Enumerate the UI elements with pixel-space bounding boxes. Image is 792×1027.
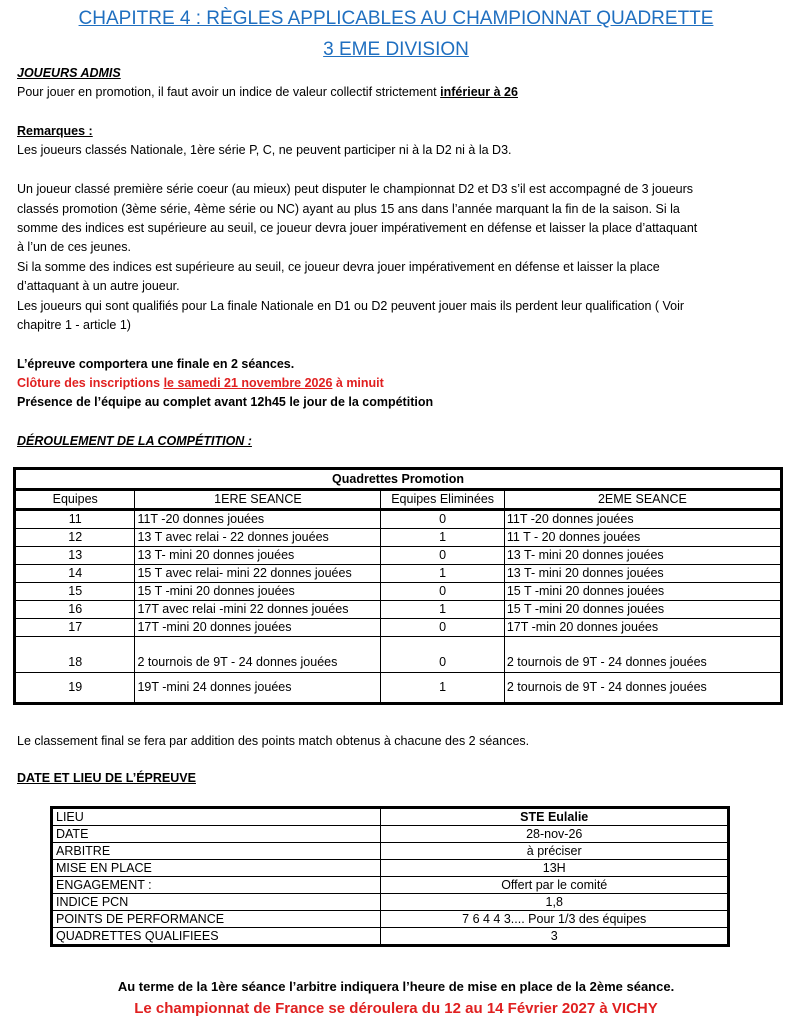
info-row xyxy=(52,808,729,826)
cell-equipes: 17 xyxy=(15,619,135,637)
page-subtitle: 3 EME DIVISION xyxy=(323,39,469,60)
info-row xyxy=(52,911,729,928)
final-note: Au terme de la 1ère séance l’arbitre indiquera l’heure de mise en place de la 2ème séance. xyxy=(117,979,675,994)
col-header-equipes: Equipes xyxy=(15,490,135,510)
cell-seance1: 17T -mini 20 donnes jouées xyxy=(135,619,381,637)
info-label: MISE EN PLACE xyxy=(52,860,381,877)
info-value: 28-nov-26 xyxy=(381,826,729,843)
table-row xyxy=(15,601,782,619)
cell-equipes: 13 xyxy=(15,547,135,565)
info-row xyxy=(52,843,729,860)
cell-equipes: 19 xyxy=(15,673,135,704)
cell-equipes: 18 xyxy=(15,637,135,673)
cell-seance2: 13 T- mini 20 donnes jouées xyxy=(504,565,781,583)
cell-eliminees: 0 xyxy=(381,510,504,529)
paragraph-line: Un joueur classé première série coeur (au mieux) peut disputer le championnat D2 et D3 s’il est accompagné de 3 joueurs xyxy=(17,182,694,196)
table-row xyxy=(15,547,782,565)
info-label: POINTS DE PERFORMANCE xyxy=(52,911,381,928)
page-title: CHAPITRE 4 : RÈGLES APPLICABLES AU CHAMPIONNAT QUADRETTE xyxy=(78,8,714,29)
cell-equipes: 12 xyxy=(15,529,135,547)
info-row xyxy=(52,894,729,911)
cell-equipes: 11 xyxy=(15,510,135,529)
info-row xyxy=(52,860,729,877)
table-row xyxy=(15,510,782,529)
cell-eliminees: 1 xyxy=(381,565,504,583)
paragraph-line: Les joueurs qui sont qualifiés pour La finale Nationale en D1 ou D2 peuvent jouer mais ils perdent leur qualification ( Voir xyxy=(17,299,685,313)
cell-eliminees: 0 xyxy=(381,619,504,637)
cell-eliminees: 1 xyxy=(381,673,504,704)
cell-seance2: 11 T - 20 donnes jouées xyxy=(504,529,781,547)
cell-equipes: 14 xyxy=(15,565,135,583)
col-header-seance1: 1ERE SEANCE xyxy=(135,490,381,510)
cloture-date: le samedi 21 novembre 2026 xyxy=(163,376,333,390)
info-table xyxy=(50,806,730,947)
info-value: 1,8 xyxy=(381,894,729,911)
cell-seance2: 2 tournois de 9T - 24 donnes jouées xyxy=(504,673,781,704)
info-label: ENGAGEMENT : xyxy=(52,877,381,894)
info-value: 13H xyxy=(381,860,729,877)
table-row xyxy=(15,565,782,583)
cell-seance1: 15 T -mini 20 donnes jouées xyxy=(135,583,381,601)
joueurs-text: Pour jouer en promotion, il faut avoir un indice de valeur collectif strictement inférieur à 26 xyxy=(17,85,518,99)
table-row xyxy=(15,529,782,547)
table-row xyxy=(15,583,782,601)
info-label: LIEU xyxy=(52,808,381,826)
paragraph-line: à l’un de ces jeunes. xyxy=(17,240,131,254)
remarques-text: Les joueurs classés Nationale, 1ère série P, C, ne peuvent participer ni à la D2 ni à la D3. xyxy=(17,143,512,157)
paragraph-line: chapitre 1 - article 1) xyxy=(17,318,131,332)
cell-seance1: 13 T- mini 20 donnes jouées xyxy=(135,547,381,565)
cell-seance2: 15 T -mini 20 donnes jouées xyxy=(504,601,781,619)
info-value: 3 xyxy=(381,928,729,946)
col-header-eliminees: Equipes Eliminées xyxy=(381,490,504,510)
table-caption: Quadrettes Promotion xyxy=(15,469,782,490)
info-value: Offert par le comité xyxy=(381,877,729,894)
cell-seance1: 11T -20 donnes jouées xyxy=(135,510,381,529)
paragraph-line: d’attaquant à un autre joueur. xyxy=(17,279,180,293)
cell-eliminees: 0 xyxy=(381,583,504,601)
info-row xyxy=(52,928,729,946)
paragraph-line: classés promotion (3ème série, 4ème série ou NC) ayant au plus 15 ans dans l’année marquant la fin de la saison. Si la xyxy=(17,202,680,216)
info-value: 7 6 4 4 3.... Pour 1/3 des équipes xyxy=(381,911,729,928)
championnat-note: Le championnat de France se déroulera du 12 au 14 Février 2027 à VICHY xyxy=(134,1000,658,1017)
cell-seance2: 15 T -mini 20 donnes jouées xyxy=(504,583,781,601)
deroulement-heading: DÉROULEMENT DE LA COMPÉTITION : xyxy=(17,434,252,448)
info-row xyxy=(52,826,729,843)
paragraph-line: Si la somme des indices est supérieure au seuil, ce joueur devra jouer impérativement en défense et laisser la place xyxy=(17,260,660,274)
cell-seance2: 17T -min 20 donnes jouées xyxy=(504,619,781,637)
table-row xyxy=(15,619,782,637)
info-label: DATE xyxy=(52,826,381,843)
joueurs-heading: JOUEURS ADMIS xyxy=(17,66,121,80)
promotion-table xyxy=(13,467,783,705)
joueurs-highlight: inférieur à 26 xyxy=(440,85,518,99)
info-value: STE Eulalie xyxy=(381,808,729,826)
cell-seance2: 13 T- mini 20 donnes jouées xyxy=(504,547,781,565)
col-header-seance2: 2EME SEANCE xyxy=(504,490,781,510)
cell-equipes: 16 xyxy=(15,601,135,619)
table-row xyxy=(15,673,782,704)
classement-text: Le classement final se fera par addition des points match obtenus à chacune des 2 séances. xyxy=(17,734,530,748)
cell-eliminees: 1 xyxy=(381,529,504,547)
paragraph-line: somme des indices est supérieure au seuil, ce joueur devra jouer impérativement en défense et laisser la place d’attaquant xyxy=(17,221,698,235)
cell-seance2: 2 tournois de 9T - 24 donnes jouées xyxy=(504,637,781,673)
info-label: INDICE PCN xyxy=(52,894,381,911)
cell-eliminees: 0 xyxy=(381,637,504,673)
remarques-heading: Remarques : xyxy=(17,124,93,138)
table-row xyxy=(15,637,782,673)
cell-seance1: 17T avec relai -mini 22 donnes jouées xyxy=(135,601,381,619)
cell-seance1: 2 tournois de 9T - 24 donnes jouées xyxy=(135,637,381,673)
info-label: ARBITRE xyxy=(52,843,381,860)
cell-seance1: 13 T avec relai - 22 donnes jouées xyxy=(135,529,381,547)
cell-eliminees: 0 xyxy=(381,547,504,565)
epreuve-line: L’épreuve comportera une finale en 2 séances. xyxy=(17,357,295,371)
cell-seance1: 15 T avec relai- mini 22 donnes jouées xyxy=(135,565,381,583)
cell-seance1: 19T -mini 24 donnes jouées xyxy=(135,673,381,704)
cloture-line: Clôture des inscriptions le samedi 21 novembre 2026 à minuit xyxy=(17,376,384,390)
presence-line: Présence de l’équipe au complet avant 12h45 le jour de la compétition xyxy=(17,395,434,409)
info-row xyxy=(52,877,729,894)
date-lieu-heading: DATE ET LIEU DE L’ÉPREUVE xyxy=(17,771,196,785)
cell-seance2: 11T -20 donnes jouées xyxy=(504,510,781,529)
info-value: à préciser xyxy=(381,843,729,860)
info-label: QUADRETTES QUALIFIEES xyxy=(52,928,381,946)
cell-equipes: 15 xyxy=(15,583,135,601)
cell-eliminees: 1 xyxy=(381,601,504,619)
